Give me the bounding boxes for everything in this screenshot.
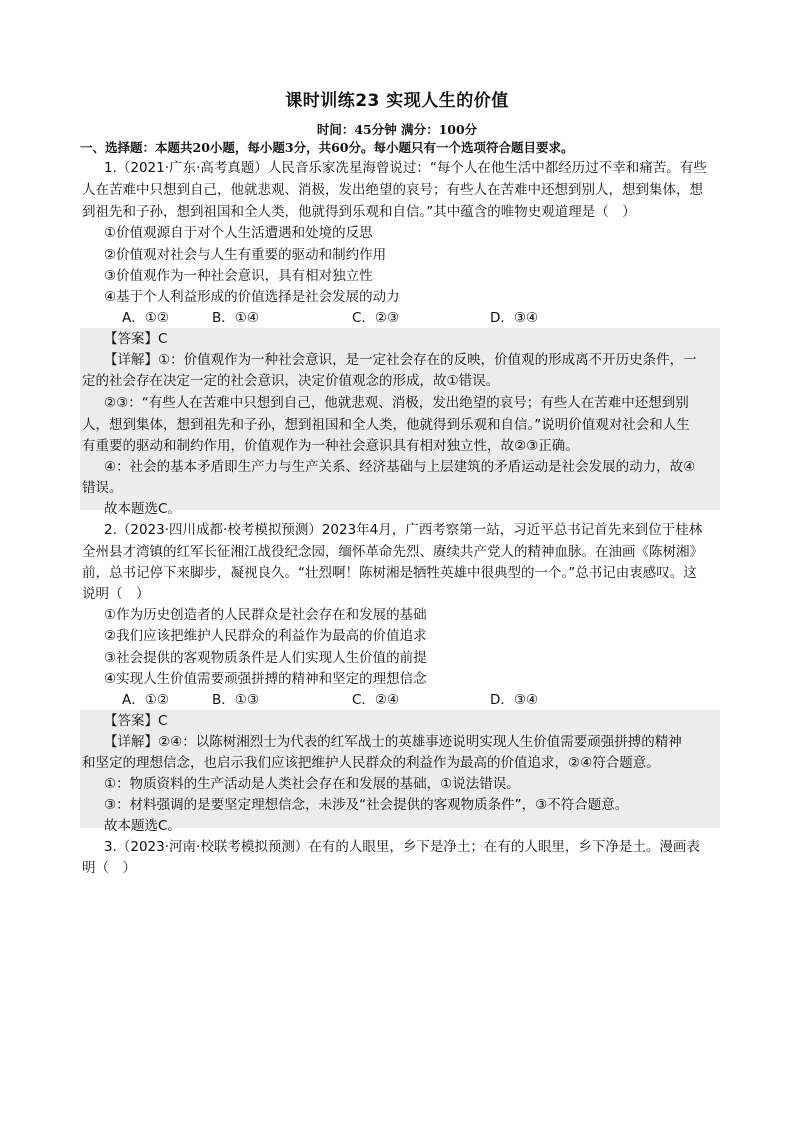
choice-b: B．①④ — [212, 310, 259, 326]
choice-c: C．②③ — [352, 310, 400, 326]
answer-key: 【答案】C — [104, 331, 168, 347]
question-stem-line: 全州县才湾镇的红军长征湘江战役纪念园，缅怀革命先烈、赓续共产党人的精神血脉。在油画《陈树湘》 — [82, 544, 703, 560]
analysis-line: 和坚定的理想信念，也启示我们应该把维护人民群众的利益作为最高的价值追求，②④符合题意。 — [82, 755, 660, 771]
statement-option: ①价值观源自于对个人生活遭遇和处境的反思 — [104, 225, 373, 241]
analysis-line: 错误。 — [82, 480, 123, 496]
statement-option: ②价值观对社会与人生有重要的驱动和制约作用 — [104, 247, 387, 263]
analysis-line: ④：社会的基本矛盾即生产力与生产关系、经济基础与上层建筑的矛盾运动是社会发展的动力，故④ — [104, 459, 696, 475]
analysis-line: ③：材料强调的是要坚定理想信念，未涉及“社会提供的客观物质条件”，③不符合题意。 — [104, 797, 629, 813]
question-stem-line: 前，总书记停下来脚步，凝视良久。“壮烈啊！陈树湘是牺牲英雄中很典型的一个。”总书记由衷感叹。这 — [82, 565, 697, 581]
statement-option: ④实现人生价值需要顽强拼搏的精神和坚定的理想信念 — [104, 671, 427, 687]
section-heading: 一、选择题：本题共20小题，每小题3分，共60分。每小题只有一个选项符合题目要求。 — [80, 140, 574, 155]
choice-a: A．①② — [122, 692, 169, 708]
choice-a: A．①② — [122, 310, 169, 326]
statement-option: ①作为历史创造者的人民群众是社会存在和发展的基础 — [104, 607, 427, 623]
statement-option: ③价值观作为一种社会意识，具有相对独立性 — [104, 268, 373, 284]
choice-d: D．③④ — [490, 310, 539, 326]
answer-choices — [122, 690, 570, 710]
statement-option: ④基于个人利益形成的价值选择是社会发展的动力 — [104, 289, 400, 305]
analysis-line: 人，想到集体，想到祖先和子孙，想到祖国和全人类，他就得到乐观和自信。”说明价值观对社会和人生 — [82, 417, 690, 433]
analysis-conclusion: 故本题选C。 — [104, 501, 181, 517]
choice-b: B．①③ — [212, 692, 259, 708]
analysis-line: 有重要的驱动和制约作用，价值观作为一种社会意识具有相对独立性，故②③正确。 — [82, 438, 579, 454]
choice-d: D．③④ — [490, 692, 539, 708]
page-title: 课时训练23 实现人生的价值 — [285, 91, 509, 111]
question-stem-line: 1.（2021·广东·高考真题）人民音乐家冼星海曾说过：“每个人在他生活中都经历过不幸和痛苦。有些 — [104, 160, 707, 176]
analysis-line: ②③：“有些人在苦难中只想到自己，他就悲观、消极，发出绝望的哀号；有些人在苦难中还想到别 — [104, 395, 689, 411]
answer-key: 【答案】C — [104, 713, 168, 729]
analysis-line: 【详解】②④：以陈树湘烈士为代表的红军战士的英雄事迹说明实现人生价值需要顽强拼搏的精神 — [104, 734, 682, 750]
statement-option: ②我们应该把维护人民群众的利益作为最高的价值追求 — [104, 628, 427, 644]
analysis-conclusion: 故本题选C。 — [104, 818, 181, 834]
choice-c: C．②④ — [352, 692, 400, 708]
question-stem-line: 到祖先和子孙，想到祖国和全人类，他就得到乐观和自信。”其中蕴含的唯物史观道理是（ ） — [82, 204, 636, 220]
question-stem-line: 2.（2023·四川成都·校考模拟预测）2023年4月，广西考察第一站，习近平总书记首先来到位于桂林 — [104, 522, 703, 538]
question-stem-line: 明（ ） — [82, 860, 136, 876]
statement-option: ③社会提供的客观物质条件是人们实现人生价值的前提 — [104, 650, 427, 666]
question-stem-line: 说明（ ） — [82, 586, 150, 602]
question-stem-line: 3.（2023·河南·校联考模拟预测）在有的人眼里，乡下是净土；在有的人眼里，乡下净是土。漫画表 — [104, 839, 700, 855]
analysis-line: 【详解】①：价值观作为一种社会意识，是一定社会存在的反映，价值观的形成离不开历史条件，一 — [104, 352, 697, 368]
exam-time-score: 时间：45分钟 满分：100分 — [316, 122, 478, 137]
analysis-line: ①：物质资料的生产活动是人类社会存在和发展的基础，①说法错误。 — [104, 776, 520, 792]
analysis-line: 定的社会存在决定一定的社会意识，决定价值观念的形成，故①错误。 — [82, 373, 500, 389]
answer-choices — [122, 308, 570, 328]
question-stem-line: 人在苦难中只想到自己，他就悲观、消极，发出绝望的哀号；有些人在苦难中还想到别人，想到集体，想 — [82, 182, 703, 198]
